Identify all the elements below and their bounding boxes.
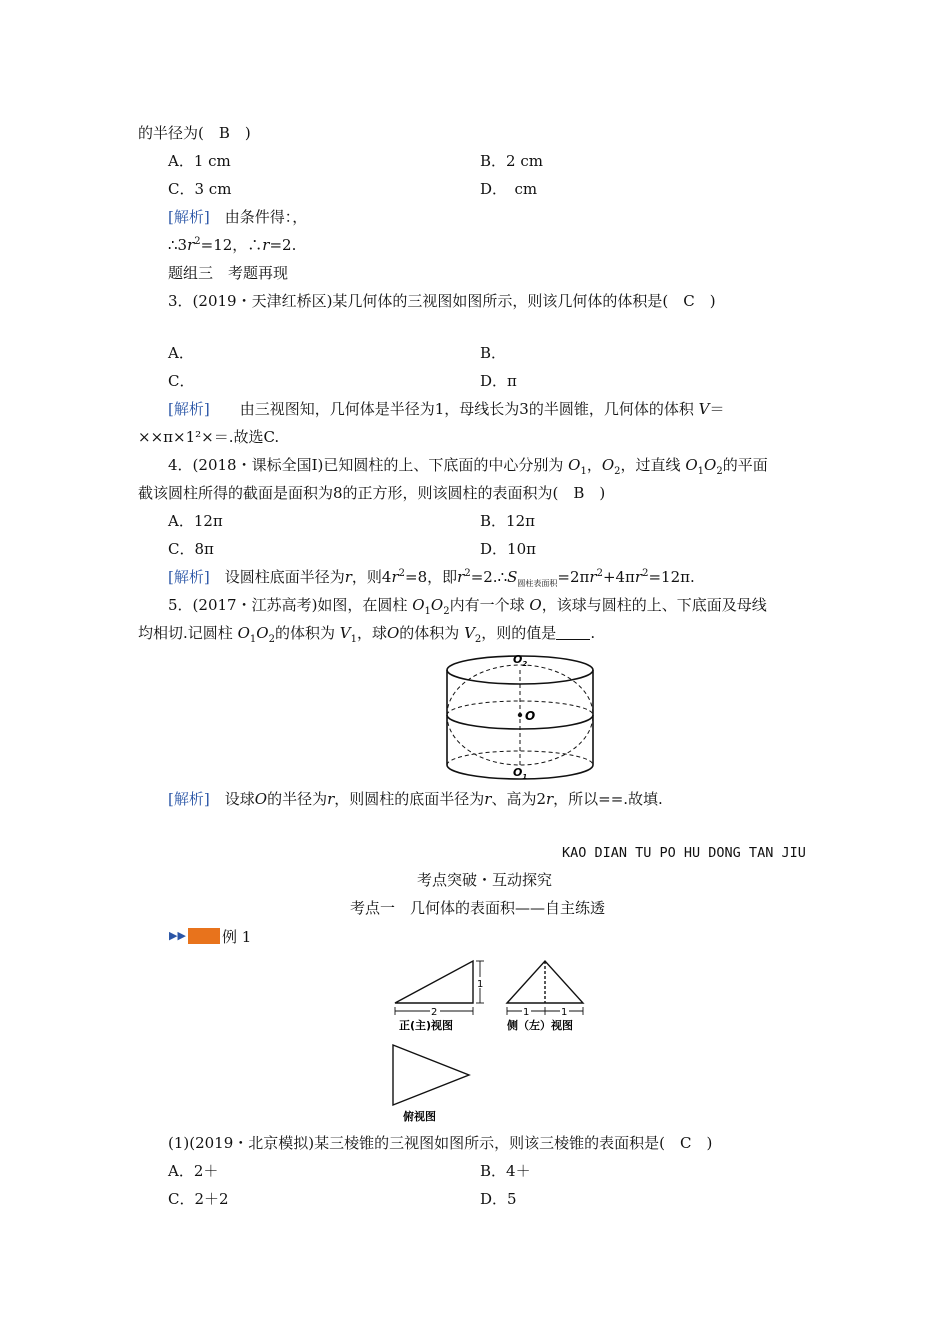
ex1-option-d: D．5 [480, 1190, 517, 1208]
q3-solution-line1: [解析] 由三视图知，几何体是半径为1，母线长为3的半圆锥，几何体的体积 V＝ [168, 400, 725, 418]
q3-option-b: B． [480, 344, 507, 362]
analysis-tag: [解析] [168, 568, 210, 586]
dim-1-left-label: 1 [523, 1007, 530, 1018]
analysis-tag: [解析] [168, 790, 210, 808]
q2-option-b: B．2 cm [480, 152, 543, 170]
q3-stem: 3．(2019・天津红桥区)某几何体的三视图如图所示，则该几何体的体积是( C ) [168, 292, 716, 310]
q5-stem-line1: 5．(2017・江苏高考)如图，在圆柱 $O_1O_2$内有一个球 O，该球与圆柱的上、下底面及母线 [168, 596, 767, 617]
q4-stem-line1: 4．(2018・课标全国Ⅰ)已知圆柱的上、下底面的中心分别为 $O_1$，$O_2$，过直线 $O_1O_2$的平面 [168, 456, 768, 477]
q3-option-a: A． [168, 344, 194, 362]
q2-stem-tail: 的半径为( B ) [138, 124, 251, 142]
q3-solution-line2: ××π×1²×＝.故选C. [138, 428, 280, 446]
q4-option-a: A．12π [168, 512, 223, 530]
label-o: O [525, 709, 536, 723]
ex1-stem: (1)(2019・北京模拟)某三棱锥的三视图如图所示，则该三棱锥的表面积是( C ) [168, 1134, 713, 1152]
section-title: 考点突破・互动探究 [417, 871, 553, 889]
q2-solution-line1: [解析] 由条件得：， [168, 208, 308, 226]
front-view-triangle [395, 961, 473, 1003]
q4-option-c: C．8π [168, 540, 214, 558]
center-point [518, 713, 522, 717]
double-arrow-icon: ▶▶ [169, 929, 186, 942]
group-heading: 题组三 考题再现 [168, 264, 289, 282]
label-o2: $O_2$ [513, 653, 528, 668]
q2-option-c: C．3 cm [168, 180, 232, 198]
analysis-tag: [解析] [168, 208, 210, 226]
q3-option-d: D．π [480, 372, 517, 390]
dim-2-label: 2 [431, 1007, 438, 1018]
side-view-label: 侧（左）视图 [507, 1019, 573, 1032]
q5-solution: [解析] 设球O的半径为r，则圆柱的底面半径为r、高为2r，所以==.故填. [168, 790, 663, 808]
dim-1-vertical-label: 1 [477, 979, 484, 990]
top-view-label: 俯视图 [403, 1110, 436, 1123]
example-marker [188, 928, 220, 944]
top-view-triangle [393, 1045, 469, 1105]
answer-blank [556, 625, 590, 640]
q4-stem-line2: 截该圆柱所得的截面是面积为8的正方形，则该圆柱的表面积为( B ) [138, 484, 606, 502]
ex1-option-b: B．4＋ [480, 1162, 531, 1180]
front-view-label: 正(主)视图 [399, 1019, 454, 1032]
q3-option-c: C． [168, 372, 195, 390]
q2-solution-line2: $\therefore 3r^2=12$，∴r=2. [168, 236, 297, 254]
q4-option-b: B．12π [480, 512, 535, 530]
label-o1: $O_1$ [513, 766, 528, 781]
section-subtitle: 考点一 几何体的表面积——自主练透 [350, 899, 606, 917]
example-label: 例 1 [222, 928, 252, 946]
q4-option-d: D．10π [480, 540, 536, 558]
cylinder-sphere-figure [440, 650, 600, 785]
three-views-figure [385, 955, 595, 1125]
q4-solution: [解析] 设圆柱底面半径为r，则$4r^2=8$，即$r^2=2.\therefore S_{圆柱表面积}=2\pi r^2+4\pi r^2=12\pi$. [168, 568, 695, 588]
dim-1-right-label: 1 [561, 1007, 568, 1018]
q5-stem-line2: 均相切.记圆柱 $O_1O_2$的体积为 $V_1$，球O的体积为 $V_2$，则的值是 . [138, 624, 596, 645]
q2-option-d: D． cm [480, 180, 538, 198]
section-pinyin: KAO DIAN TU PO HU DONG TAN JIU [562, 845, 806, 861]
analysis-tag: [解析] [168, 400, 210, 418]
ex1-option-a: A．2＋ [168, 1162, 219, 1180]
ex1-option-c: C．2＋2 [168, 1190, 229, 1208]
q2-option-a: A．1 cm [168, 152, 231, 170]
